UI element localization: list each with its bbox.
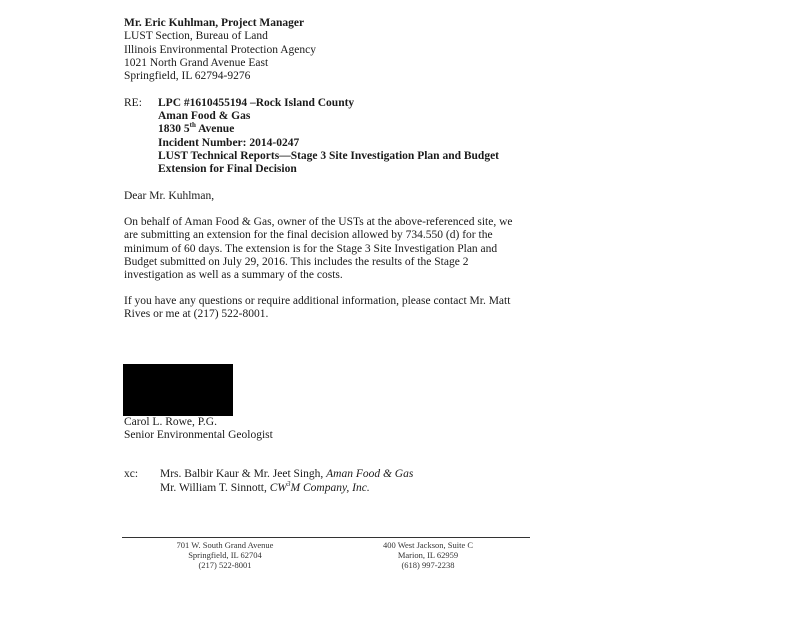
- footer-phone: (217) 522-8001: [198, 560, 252, 570]
- body-paragraph-1: [124, 216, 512, 282]
- re-site-name: Aman Food & Gas: [158, 110, 251, 122]
- footer-address-line: Springfield, IL 62704: [188, 550, 262, 560]
- footer-divider: [122, 537, 530, 538]
- salutation: Dear Mr. Kuhlman,: [124, 190, 215, 202]
- recipient-section: LUST Section, Bureau of Land: [124, 30, 268, 42]
- paragraph-line: If you have any questions or require additional information, please contact Mr. Matt: [124, 295, 511, 307]
- paragraph-line: are submitting an extension for the final decision allowed by 734.550 (d) for the: [124, 229, 493, 242]
- xc-recipient-2: Mr. William T. Sinnott, $CW^3M$ Company, Inc.: [160, 480, 370, 494]
- paragraph-line: Rives or me at (217) 522-8001.: [124, 308, 269, 321]
- recipient-agency: Illinois Environmental Protection Agency: [124, 44, 316, 56]
- re-lpc: LPC #1610455194 –Rock Island County: [158, 97, 355, 109]
- body-paragraph-2: [124, 295, 510, 322]
- signer-title: Senior Environmental Geologist: [124, 429, 273, 441]
- footer-office-marion: [363, 540, 493, 570]
- re-incident-number: Incident Number: 2014-0247: [158, 137, 300, 149]
- re-label: RE:: [124, 97, 142, 109]
- paragraph-line: minimum of 60 days. The extension is for the Stage 3 Site Investigation Plan and: [124, 242, 498, 255]
- paragraph-line: investigation as well as a summary of the costs.: [124, 269, 343, 282]
- re-site-address: 1830 5th Avenue: [158, 121, 235, 135]
- footer-address-line: 400 West Jackson, Suite C: [382, 540, 474, 550]
- re-report-title: LUST Technical Reports—Stage 3 Site Investigation Plan and Budget: [158, 150, 500, 162]
- recipient-street: 1021 North Grand Avenue East: [124, 57, 269, 69]
- footer-office-springfield: [160, 540, 290, 570]
- xc-label: xc:: [124, 468, 139, 480]
- footer-address-line: 701 W. South Grand Avenue: [176, 540, 274, 550]
- recipient-name: Mr. Eric Kuhlman, Project Manager: [124, 17, 305, 29]
- paragraph-line: On behalf of Aman Food & Gas, owner of the USTs at the above-referenced site, we: [124, 216, 513, 228]
- recipient-city: Springfield, IL 62794-9276: [124, 70, 251, 82]
- paragraph-line: Budget submitted on July 29, 2016. This includes the results of the Stage 2: [124, 255, 469, 268]
- footer-address-line: Marion, IL 62959: [397, 550, 459, 560]
- redacted-signature: [123, 364, 233, 416]
- re-report-subtitle: Extension for Final Decision: [158, 163, 297, 175]
- xc-recipient-1: Mrs. Balbir Kaur & Mr. Jeet Singh, Aman Food & Gas: [160, 468, 414, 480]
- signer-name: Carol L. Rowe, P.G.: [124, 416, 217, 428]
- footer-phone: (618) 997-2238: [401, 560, 455, 570]
